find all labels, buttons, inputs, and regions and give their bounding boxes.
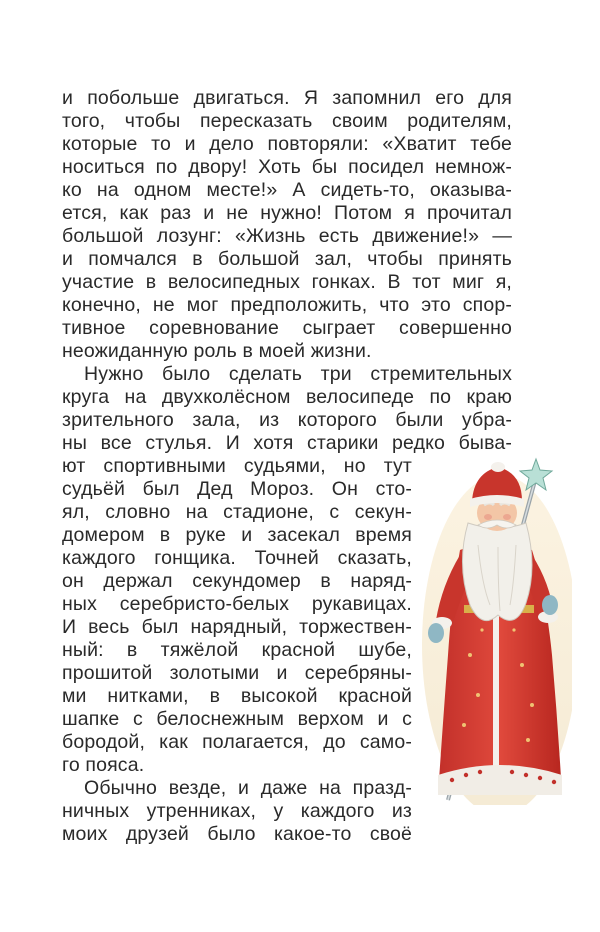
text-line: ный: в тяжёлой красной шубе,	[62, 639, 412, 661]
text-line: домером в руке и засекал время	[62, 524, 412, 546]
text-line: он держал секундомер в наряд-	[62, 570, 412, 592]
text-line: неожиданную роль в моей жизни.	[62, 340, 372, 362]
text-line: Обычно везде, и даже на празд-	[84, 777, 412, 799]
text-line: И весь был нарядный, торжествен-	[62, 616, 412, 638]
text-line: моих друзей было какое-то своё	[62, 823, 412, 845]
text-line: круга на двухколёсном велосипеде по краю	[62, 386, 512, 408]
ded-moroz-icon	[412, 455, 572, 805]
text-line: каждого гонщика. Точней сказать,	[62, 547, 412, 569]
text-line: которые то и дело повторяли: «Хватит тебе	[62, 133, 512, 155]
text-line: того, чтобы пересказать своим родителям,	[62, 110, 512, 132]
text-line: зрительного зала, из которого были убра-	[62, 409, 512, 431]
text-line: ется, как раз и не нужно! Потом я прочитал	[62, 202, 512, 224]
text-line: ных серебристо-белых рукавицах.	[62, 593, 412, 615]
text-line: судьёй был Дед Мороз. Он сто-	[62, 478, 412, 500]
text-line: прошитой золотыми и серебряны-	[62, 662, 412, 684]
text-line: и помчался в большой зал, чтобы принять	[62, 248, 512, 270]
text-line: ял, словно на стадионе, с секун-	[62, 501, 412, 523]
text-line: конечно, не мог предположить, что это спор-	[62, 294, 512, 316]
text-line: большой лозунг: «Жизнь есть движение!» —	[62, 225, 512, 247]
text-line: ют спортивными судьями, но тут	[62, 455, 412, 477]
text-line: го пояса.	[62, 754, 145, 776]
text-line: и побольше двигаться. Я запомнил его для	[62, 87, 512, 109]
text-line: Нужно было сделать три стремительных	[84, 363, 512, 385]
text-line: тивное соревнование сыграет совершенно	[62, 317, 512, 339]
text-line: носиться по двору! Хоть бы посидел немнож-	[62, 156, 512, 178]
text-line: ничных утренниках, у каждого из	[62, 800, 412, 822]
text-line: ми нитками, в высокой красной	[62, 685, 412, 707]
text-line: участие в велосипедных гонках. В тот миг я,	[62, 271, 512, 293]
text-line: бородой, как полагается, до само-	[62, 731, 412, 753]
text-line: ко на одном месте!» А сидеть-то, оказыва-	[62, 179, 512, 201]
text-line: шапке с белоснежным верхом и с	[62, 708, 412, 730]
text-line: ны все стулья. И хотя старики редко быва-	[62, 432, 512, 454]
